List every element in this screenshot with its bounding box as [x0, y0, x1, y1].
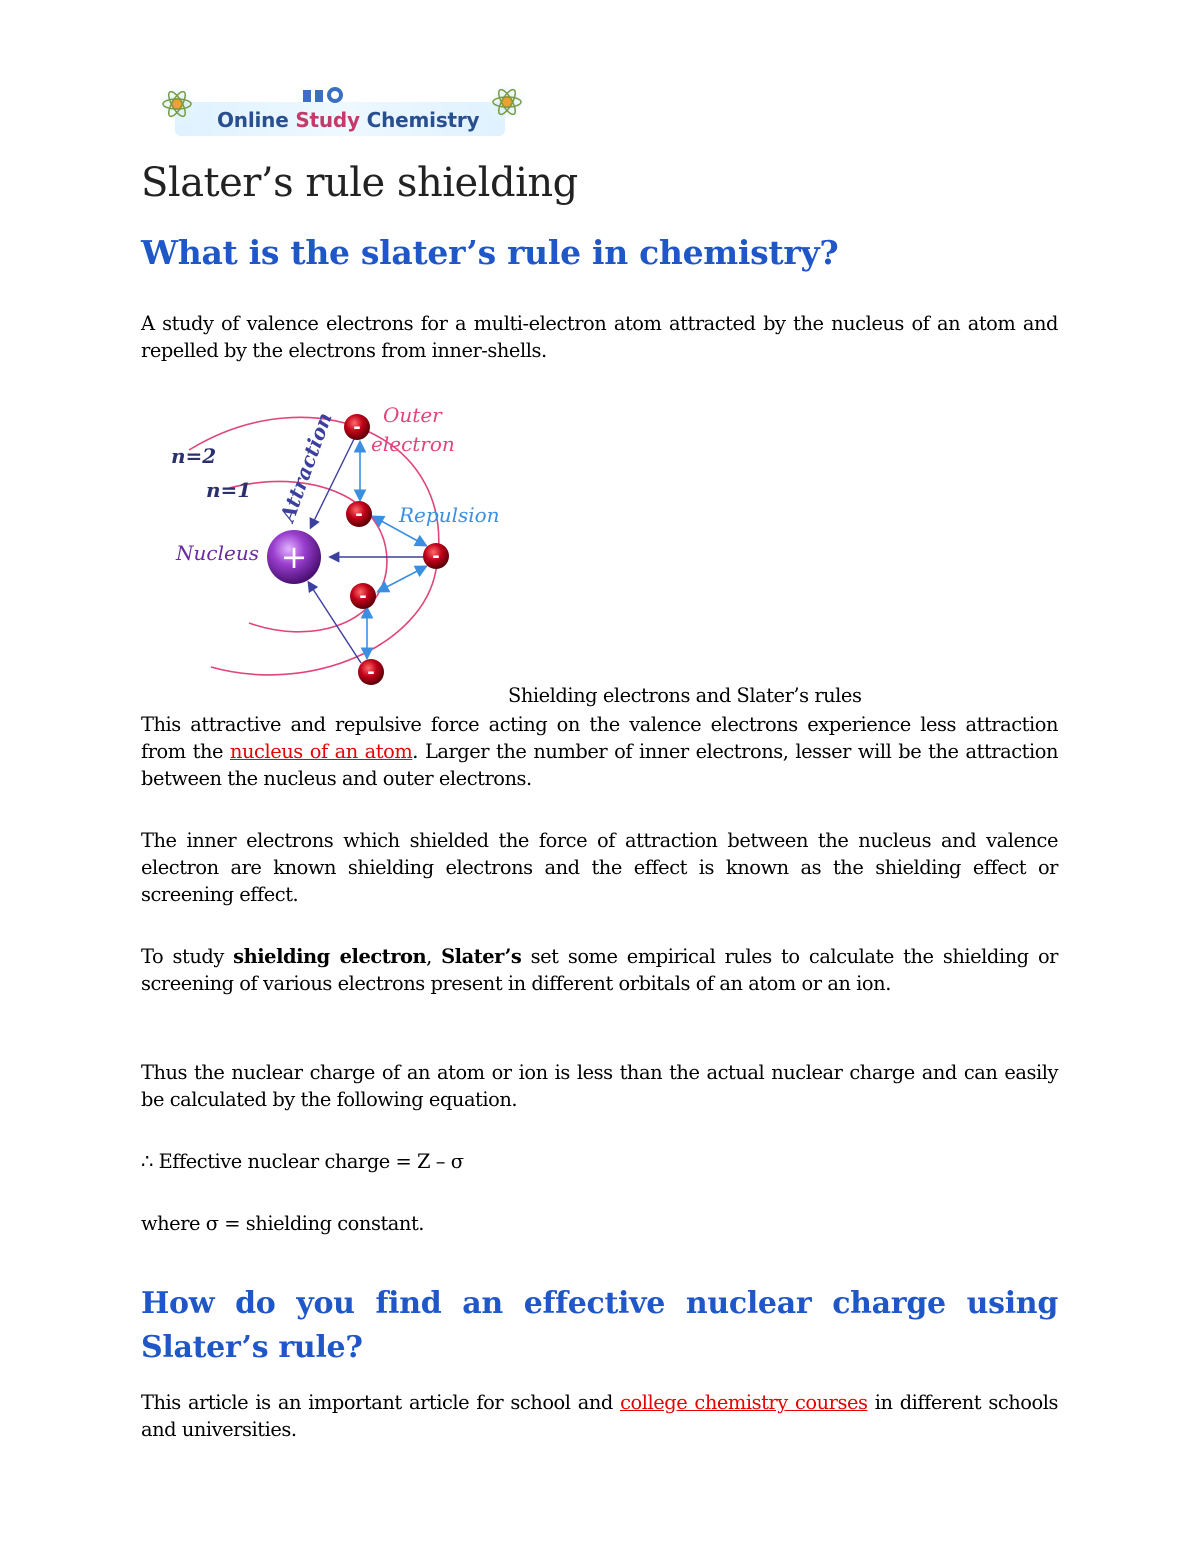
- atom-icon-left: [155, 82, 199, 126]
- shielding-paragraph: The inner electrons which shielded the force of attraction between the nucleus and valence electron are known shielding electrons and the effect is known as the shielding effect or screening effect.: [141, 829, 1058, 906]
- electron-inner-top: [346, 501, 372, 527]
- heading-line-1: How do you find an effective nuclear charge using: [141, 1286, 1058, 1321]
- text-segment: This attractive and repulsive force acting on the valence electrons experience less attraction from the: [141, 713, 1058, 763]
- article-paragraph: [141, 1389, 1058, 1443]
- shielding-constant-line: where σ = shielding constant.: [141, 1212, 424, 1235]
- flask-icon: [303, 87, 343, 103]
- label-n2: n=2: [171, 444, 217, 468]
- text-segment: . Larger the number of inner electrons, lesser will be the attraction between the nucleus and outer electrons.: [141, 740, 1059, 790]
- logo-word-study: Study: [295, 108, 360, 132]
- electron-outer-right: [423, 543, 449, 569]
- electron-outer-bottom: [358, 659, 384, 685]
- slater-rules-paragraph: [141, 943, 1058, 997]
- electron-minus: -: [432, 546, 440, 567]
- diagram-caption: Shielding electrons and Slater’s rules: [508, 684, 862, 707]
- nucleus-plus-sign: +: [280, 538, 308, 576]
- text-segment: in different schools and universities.: [141, 1391, 1058, 1441]
- label-nucleus: Nucleus: [176, 541, 259, 565]
- logo-word-online: Online: [217, 108, 289, 132]
- text-segment: set some empirical rules to calculate the shielding or screening of various electrons present in different orbitals of an atom or an ion.: [141, 945, 1058, 995]
- electron-inner-bottom: [350, 583, 376, 609]
- logo-word-chemistry: Chemistry: [366, 108, 480, 132]
- bold-shielding-electron: shielding electron: [233, 945, 427, 968]
- bold-slaters: Slater’s: [441, 945, 522, 968]
- label-outer: Outer: [383, 403, 442, 427]
- electron-minus: -: [353, 417, 361, 438]
- heading-line-2: Slater’s rule?: [141, 1330, 363, 1365]
- electron-minus: -: [355, 504, 363, 525]
- label-electron: electron: [371, 432, 455, 456]
- label-attraction: Attraction: [275, 409, 337, 525]
- equation-line: ∴ Effective nuclear charge = Z – σ: [141, 1150, 464, 1173]
- logo-text: [217, 108, 479, 132]
- text-segment: ,: [426, 945, 442, 968]
- intro-paragraph: A study of valence electrons for a multi-electron atom attracted by the nucleus of an atom and repelled by the electrons from inner-shells.: [141, 312, 1058, 362]
- section-heading-find-charge: [141, 1282, 1058, 1370]
- nuclear-charge-paragraph: Thus the nuclear charge of an atom or ion is less than the actual nuclear charge and can easily be calculated by the following equation.: [141, 1061, 1058, 1111]
- site-logo[interactable]: [155, 78, 525, 140]
- electron-minus: -: [367, 662, 375, 683]
- electron-outer-top: [344, 414, 370, 440]
- page-title: Slater’s rule shielding: [141, 160, 578, 206]
- section-heading-slater-rule: What is the slater’s rule in chemistry?: [141, 233, 839, 272]
- text-segment: This article is an important article for school and: [141, 1391, 621, 1414]
- link-college-chemistry-courses[interactable]: college chemistry courses: [620, 1391, 868, 1414]
- label-repulsion: Repulsion: [399, 503, 500, 527]
- label-n1: n=1: [206, 478, 252, 502]
- electron-minus: -: [359, 586, 367, 607]
- text-segment: To study: [141, 945, 234, 968]
- shielding-diagram: [161, 395, 541, 695]
- link-nucleus-of-atom[interactable]: nucleus of an atom: [229, 740, 413, 763]
- attraction-paragraph: [141, 711, 1058, 792]
